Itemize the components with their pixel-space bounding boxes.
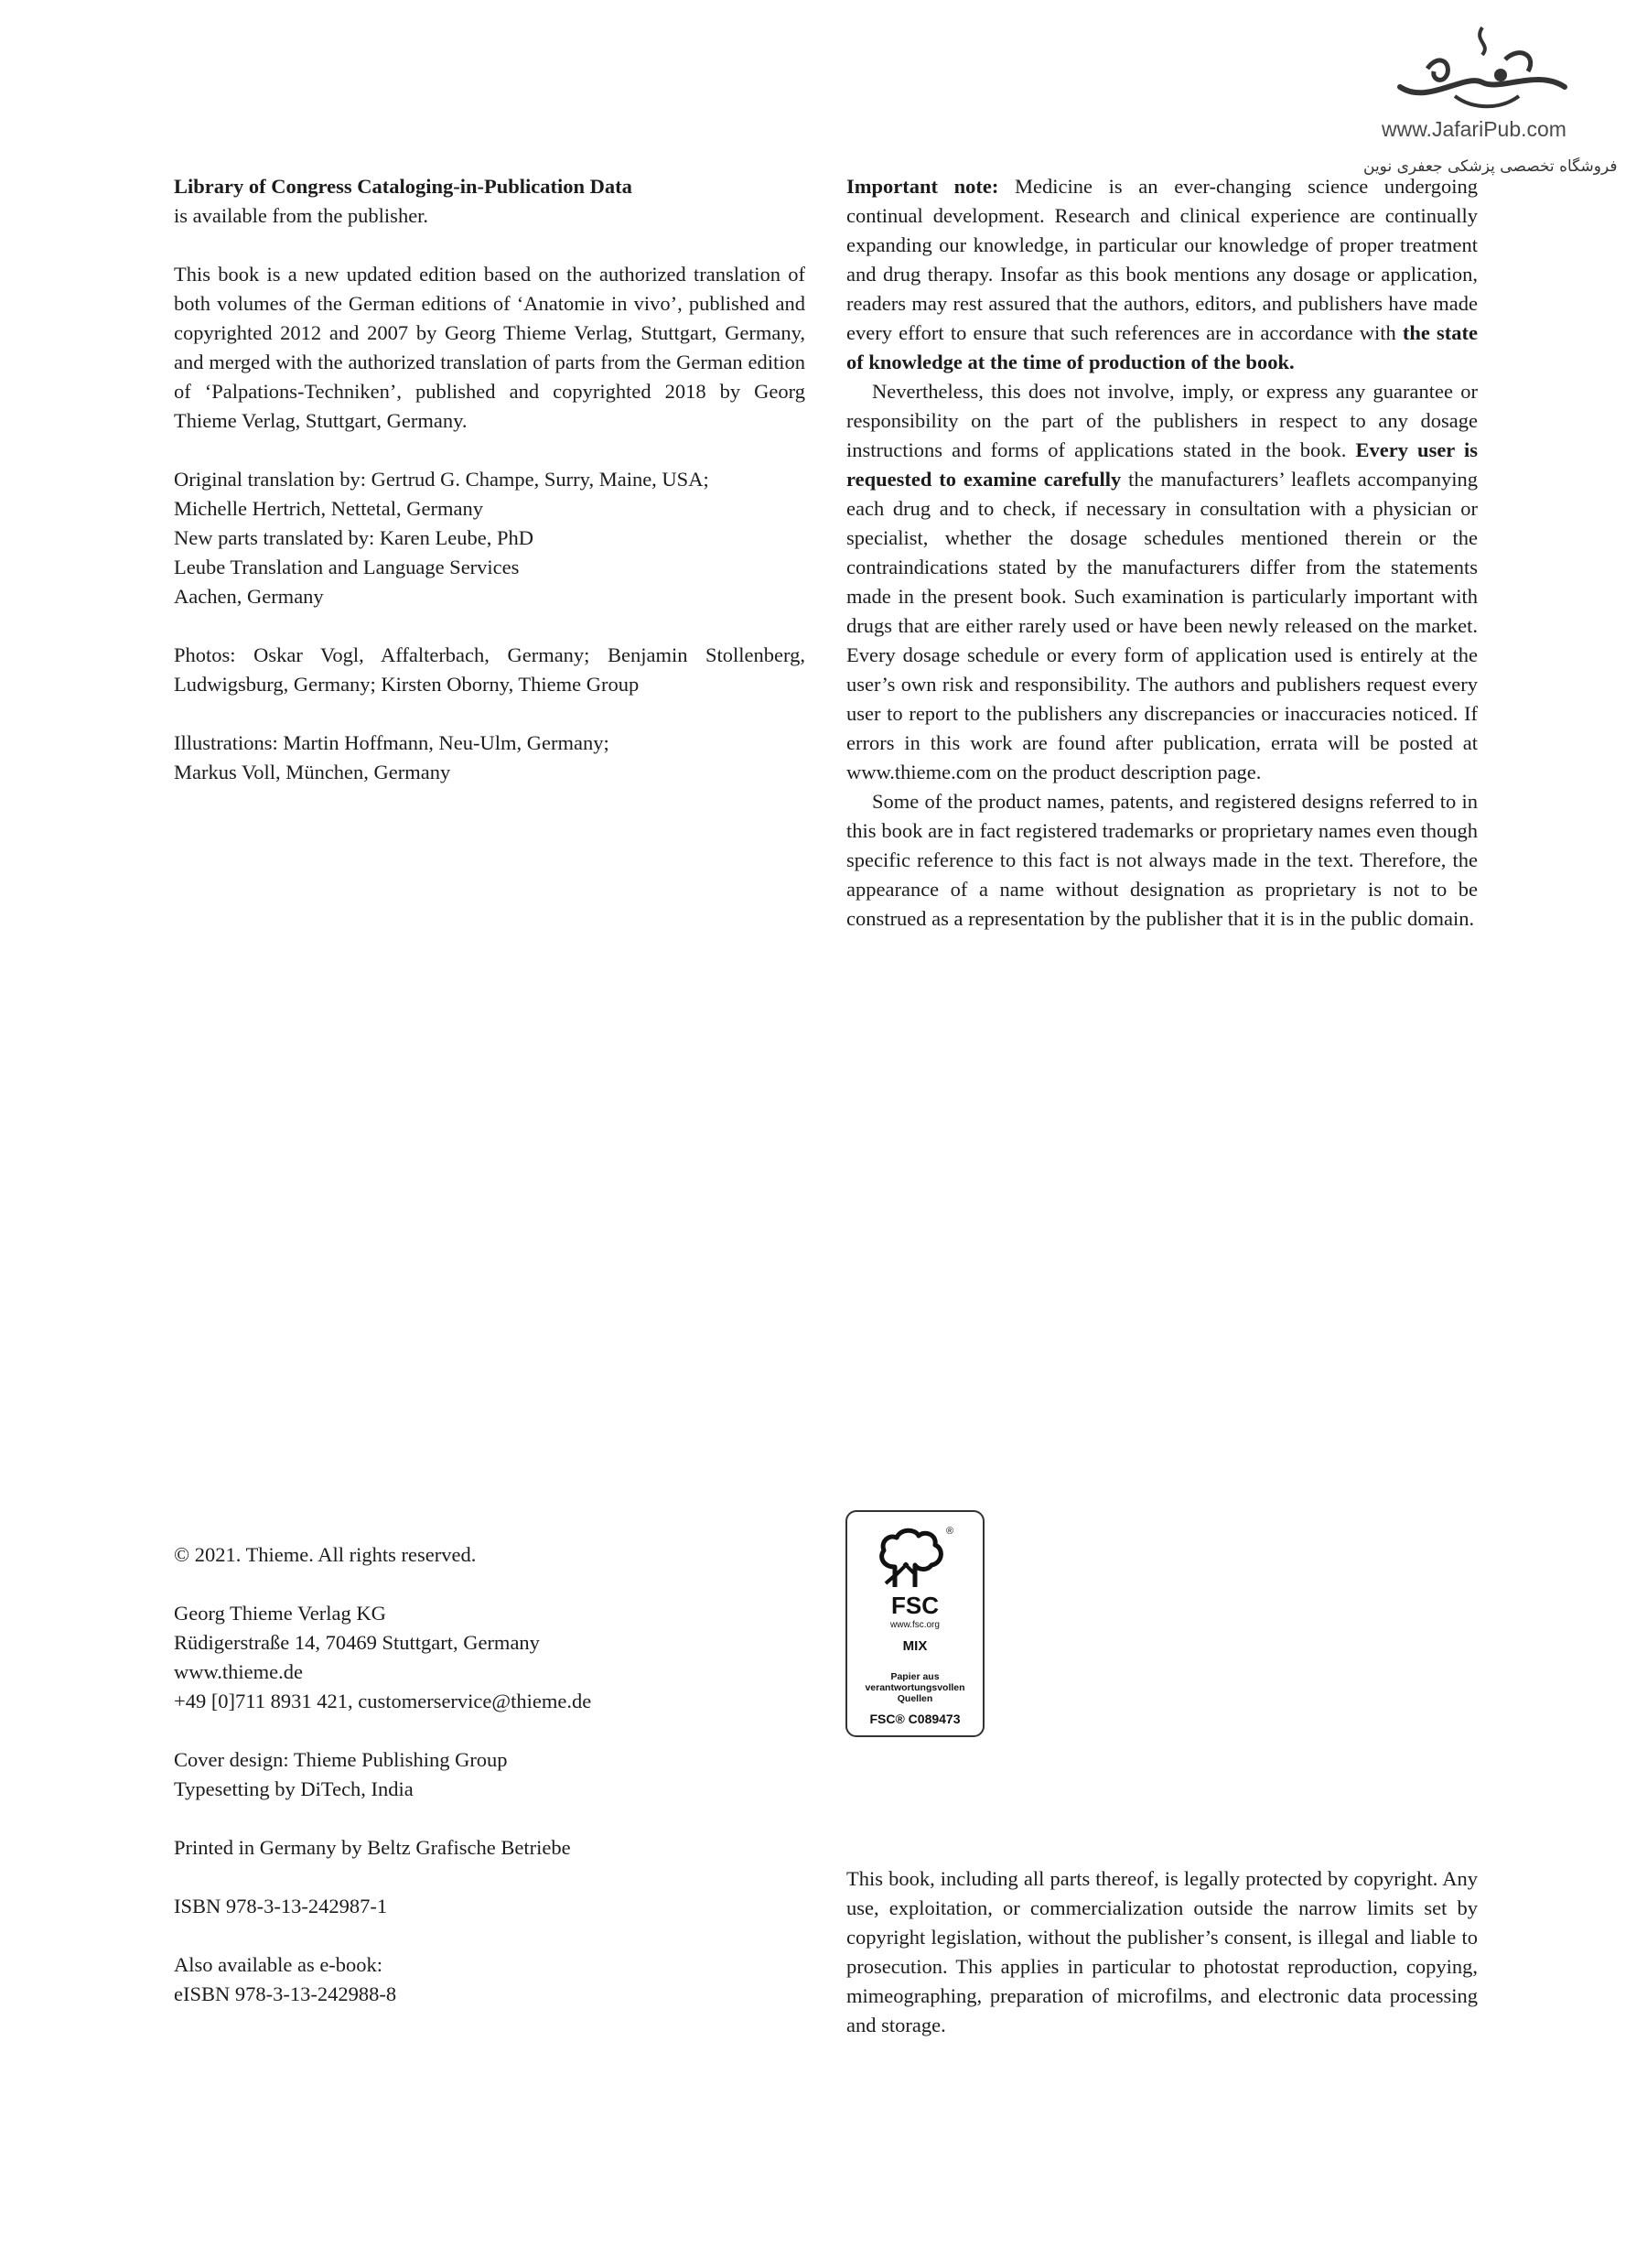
fsc-url: www.fsc.org: [890, 1620, 940, 1630]
copyright: © 2021. Thieme. All rights reserved.: [174, 1543, 477, 1566]
fsc-registered-mark: ®: [946, 1526, 954, 1537]
important-note-p3: Some of the product names, patents, and registered designs referred to in this book are in fact registered trademarks or proprietary names even though specific reference to this fact is not always made in the text. Therefore, the appearance of a name without designation as proprietary is not to be construed as a representation by the publisher that it is in the public domain.: [846, 790, 1478, 930]
cover-credits: [174, 1745, 805, 1804]
cip-heading: Library of Congress Cataloging-in-Publication Data: [174, 175, 632, 198]
left-column-top: [174, 172, 805, 787]
watermark-url: www.JafariPub.com: [1382, 117, 1566, 141]
important-note-p1: Important note: Medicine is an ever-changing science undergoing continual development. Research and clinical experience are continually expanding our knowledge, in particular our knowledge of proper treatment and drug therapy. Insofar as this book mentions any dosage or application, readers may rest assured that the authors, editors, and publishers have made every effort to ensure that such references are in accordance with the state of knowledge at the time of production of the book.: [846, 175, 1478, 373]
ebook-line: eISBN 978-3-13-242988-8: [174, 1982, 397, 2005]
isbn: ISBN 978-3-13-242987-1: [174, 1895, 388, 1917]
cip-block: [174, 172, 805, 231]
illustration-line: Illustrations: Martin Hoffmann, Neu-Ulm, Germany;: [174, 731, 609, 754]
watermark-tagline: فروشگاه تخصصی پزشکی جعفری نوین: [1363, 157, 1618, 176]
legal-notice: This book, including all parts thereof, is legally protected by copyright. Any use, exploitation, or commercialization outside the narrow limits set by copyright legislation, without the publisher’s consent, is illegal and liable to prosecution. This applies in particular to photostat reproduction, copying, mimeographing, preparation of microfilms, and electronic data processing and storage.: [846, 1867, 1478, 2036]
fsc-description: Papier aus verantwortungsvollen Quellen: [865, 1671, 965, 1704]
fsc-logo: [845, 1510, 985, 1737]
publisher-line: Rüdigerstraße 14, 70469 Stuttgart, Germany: [174, 1631, 540, 1654]
fsc-mix: MIX: [902, 1638, 928, 1654]
fsc-tree-icon: [867, 1523, 966, 1593]
important-note: [846, 172, 1478, 934]
photo-credits: Photos: Oskar Vogl, Affalterbach, Germany; Benjamin Stollenberg, Ludwigsburg, Germany; Kirsten Oborny, Thieme Group: [174, 643, 805, 696]
important-note-label: Important note:: [846, 175, 999, 198]
cip-availability: is available from the publisher.: [174, 204, 429, 227]
cover-line: Cover design: Thieme Publishing Group: [174, 1748, 508, 1771]
translation-line: New parts translated by: Karen Leube, PhD: [174, 526, 534, 549]
fsc-license-code: FSC® C089473: [869, 1712, 961, 1726]
fsc-title: FSC: [891, 1592, 939, 1619]
publisher-line: www.thieme.de: [174, 1660, 303, 1683]
printer: Printed in Germany by Beltz Grafische Betriebe: [174, 1836, 571, 1859]
translation-line: Aachen, Germany: [174, 585, 324, 608]
publisher-line: Georg Thieme Verlag KG: [174, 1602, 386, 1625]
illustration-line: Markus Voll, München, Germany: [174, 761, 451, 783]
publisher-line: +49 [0]711 8931 421, customerservice@thieme.de: [174, 1690, 592, 1712]
translation-line: Michelle Hertrich, Nettetal, Germany: [174, 497, 483, 520]
important-note-p2: Nevertheless, this does not involve, imply, or express any guarantee or responsibility on the part of the publishers in respect to any dosage instructions and forms of applications stated in the book. Every user is requested to examine carefully the manufacturers’ leaflets accompanying each drug and to check, if necessary in consultation with a physician or specialist, whether the dosage schedules mentioned therein or the contraindications stated by the manufacturers differ from the statements made in the present book. Such examination is particularly important with drugs that are either rarely used or have been newly released on the market. Every dosage schedule or every form of application used is entirely at the user’s own risk and responsibility. The authors and publishers request every user to report to the publishers any discrepancies or inaccuracies noticed. If errors in this work are found after publication, errata will be posted at www.thieme.com on the product description page.: [846, 380, 1478, 783]
edition-note: This book is a new updated edition based on the authorized translation of both volumes of the German editions of ‘Anatomie in vivo’, published and copyrighted 2012 and 2007 by Georg Thieme Verlag, Stuttgart, Germany, and merged with the authorized translation of parts from the German edition of ‘Palpations-Techniken’, published and copyrighted 2018 by Georg Thieme Verlag, Stuttgart, Germany.: [174, 263, 805, 432]
left-column-bottom: [174, 1540, 805, 2009]
illustration-credits: [174, 729, 805, 787]
translation-credits: [174, 465, 805, 611]
publisher-address: [174, 1599, 805, 1716]
ebook-info: [174, 1950, 805, 2009]
ebook-line: Also available as e-book:: [174, 1953, 383, 1976]
translation-line: Leube Translation and Language Services: [174, 556, 520, 578]
cover-line: Typesetting by DiTech, India: [174, 1777, 414, 1800]
translation-line: Original translation by: Gertrud G. Champe, Surry, Maine, USA;: [174, 468, 709, 491]
